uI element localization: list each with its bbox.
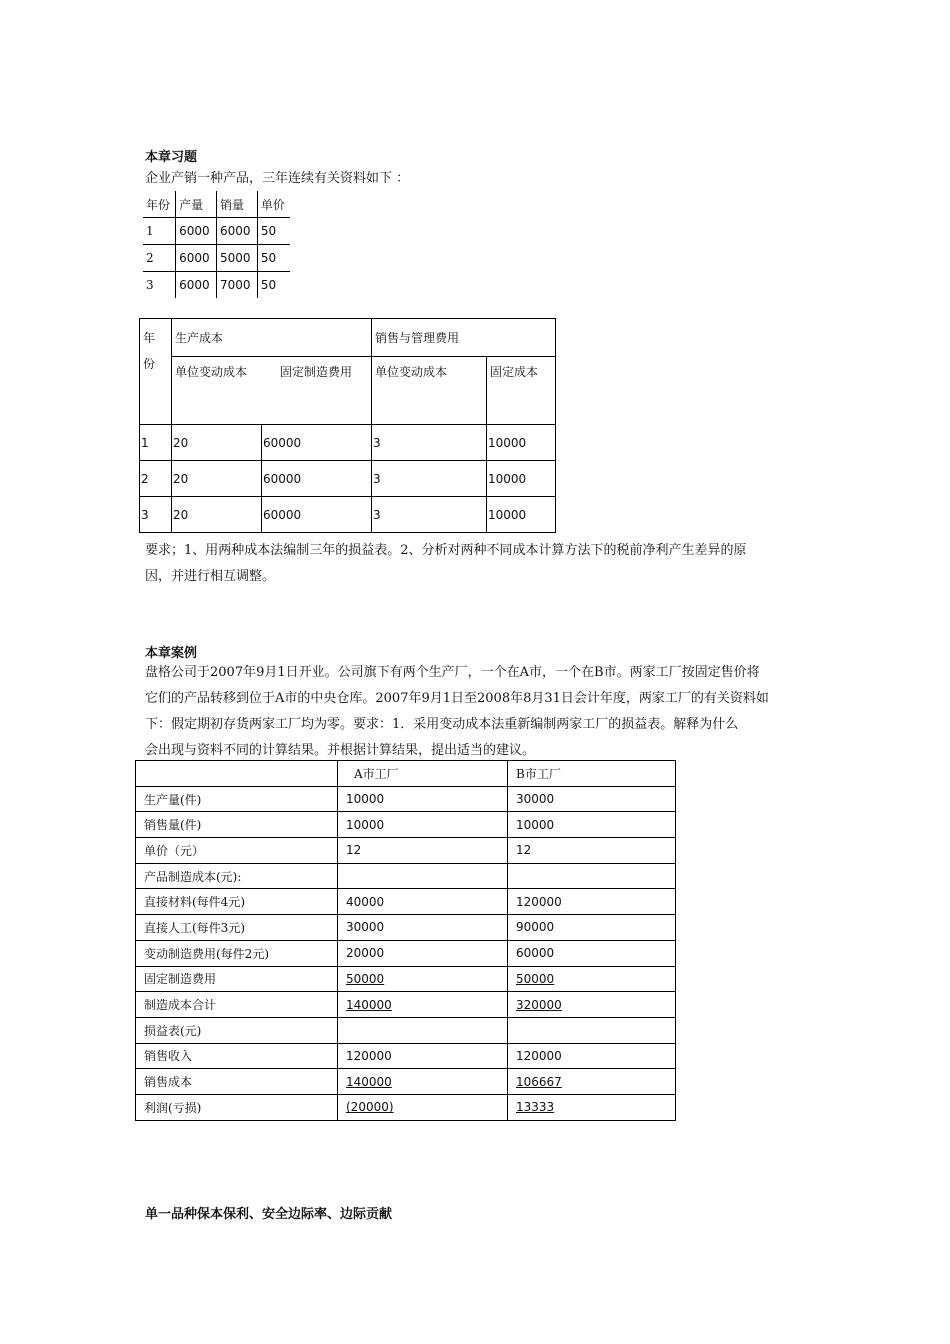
factory-b-value	[508, 940, 676, 966]
table-row	[140, 497, 556, 533]
cost-table-sales-header: 销售与管理费用	[372, 319, 556, 357]
cell-value: 140000	[346, 1074, 392, 1089]
table-cell: 3	[372, 425, 487, 461]
row-label: 直接材料(每件4元)	[136, 889, 338, 915]
table-cell: 3	[146, 278, 154, 292]
section2-title: 本章案例	[145, 646, 198, 661]
factory-b-value	[508, 838, 676, 864]
factory-a-value	[338, 863, 508, 889]
factory-a-value	[338, 915, 508, 941]
column-header: 单价	[257, 191, 290, 218]
table-cell: 2	[143, 245, 176, 272]
row-label: 直接人工(每件3元)	[136, 915, 338, 941]
factory-b-value	[508, 786, 676, 812]
table-row	[136, 838, 676, 864]
cell-value: 50000	[516, 971, 555, 986]
cell-value: 120000	[516, 1048, 562, 1063]
table-cell: 6000	[176, 218, 217, 245]
table-row	[143, 218, 290, 245]
column-header: 销量	[216, 191, 257, 218]
factory-a-value	[338, 786, 508, 812]
factory-a-value	[338, 1094, 508, 1120]
row-label: 制造成本合计	[136, 992, 338, 1018]
table-cell: 3	[372, 497, 487, 533]
column-header: 年份	[143, 191, 176, 218]
table-row	[136, 1069, 676, 1095]
factory-b-header: B市工厂	[508, 761, 676, 787]
table-row	[136, 812, 676, 838]
cell-value: 320000	[516, 997, 562, 1012]
factory-a-value	[338, 889, 508, 915]
table-row	[136, 915, 676, 941]
cell-value: 50000	[346, 971, 385, 986]
cell-value: 10000	[346, 817, 385, 832]
cell-value: 120000	[346, 1048, 392, 1063]
table-cell: 6000	[216, 218, 257, 245]
factory-table	[135, 760, 676, 1121]
section1-intro: 企业产销一种产品，三年连续有关资料如下 ：	[145, 171, 410, 186]
cell-value: 30000	[516, 792, 555, 807]
table-cell: 5000	[216, 245, 257, 272]
cost-table-production-header: 生产成本	[172, 319, 372, 357]
row-label: 销售收入	[136, 1043, 338, 1069]
table-row	[136, 1017, 676, 1043]
table-row	[136, 786, 676, 812]
cell-value: 13333	[516, 1100, 555, 1115]
factory-b-value	[508, 1069, 676, 1095]
table-cell: 6000	[176, 272, 217, 299]
cell-value: 90000	[516, 920, 555, 935]
factory-table-corner	[136, 761, 338, 787]
output-sales-header-row	[143, 191, 290, 218]
table-row	[136, 966, 676, 992]
cell-value: 12	[516, 843, 532, 858]
table-row	[136, 940, 676, 966]
output-sales-table	[143, 191, 290, 298]
cell-value: 120000	[516, 894, 562, 909]
section1-requirement: 要求；1、用两种成本法编制三年的损益表。2、分析对两种不同成本计算方法下的税前净利产生差异的原 因，并进行相互调整。	[145, 543, 747, 584]
table-row	[136, 992, 676, 1018]
cell-value: 106667	[516, 1074, 562, 1089]
prod-fixed-cost-header: 固定制造费用	[280, 365, 353, 379]
table-row	[143, 245, 290, 272]
table-cell: 10000	[487, 497, 556, 533]
table-row	[136, 863, 676, 889]
factory-a-value	[338, 1069, 508, 1095]
table-cell: 10000	[487, 461, 556, 497]
factory-b-value	[508, 863, 676, 889]
cell-value: 12	[346, 843, 362, 858]
table-cell: 50	[257, 272, 290, 299]
factory-a-value	[338, 1017, 508, 1043]
row-label: 变动制造费用(每件2元)	[136, 940, 338, 966]
factory-a-value	[338, 1043, 508, 1069]
row-label: 产品制造成本(元):	[136, 863, 338, 889]
factory-a-value	[338, 966, 508, 992]
table-row	[136, 889, 676, 915]
row-label: 利润(亏损)	[136, 1094, 338, 1120]
factory-a-value	[338, 940, 508, 966]
section1-title: 本章习题	[145, 150, 198, 165]
cell-value: 20000	[346, 946, 385, 961]
table-row	[140, 461, 556, 497]
row-label: 生产量(件)	[136, 786, 338, 812]
table-row	[136, 1043, 676, 1069]
cell-value: (20000)	[346, 1100, 394, 1115]
table-cell: 60000	[262, 425, 372, 461]
factory-b-value	[508, 1043, 676, 1069]
factory-b-value	[508, 812, 676, 838]
table-row	[140, 425, 556, 461]
row-label: 损益表(元)	[136, 1017, 338, 1043]
factory-b-value	[508, 1094, 676, 1120]
table-cell: 50	[257, 218, 290, 245]
row-label: 固定制造费用	[136, 966, 338, 992]
table-cell: 3	[372, 461, 487, 497]
table-cell: 20	[172, 425, 262, 461]
row-label: 销售成本	[136, 1069, 338, 1095]
section2-paragraph: 盘格公司于2007年9月1日开业。公司旗下有两个生产厂，一个在A市，一个在B市。两家工厂按固定售价将 它们的产品转移到位于A市的中央仓库。2007年9月1日至2008年8月31日会计年度，两家工厂的有关资料如 下：假定期初存货两家工厂均为零。要求：1．采用变动成本法重新编制两家工厂的损益表。解释为什么 会出现与资料不同的计算结果。并根据计算结果，提出适当的建议。	[145, 665, 769, 758]
cell-value: 60000	[516, 946, 555, 961]
cell-value: 10000	[516, 817, 555, 832]
table-cell: 20	[172, 497, 262, 533]
prod-var-cost-header: 单位变动成本	[175, 365, 248, 379]
factory-b-value	[508, 966, 676, 992]
table-cell: 2	[140, 461, 172, 497]
table-cell: 10000	[487, 425, 556, 461]
cell-value: 30000	[346, 920, 385, 935]
factory-a-header: A市工厂	[338, 761, 508, 787]
factory-a-value	[338, 838, 508, 864]
table-cell: 6000	[176, 245, 217, 272]
row-label: 单价（元）	[136, 838, 338, 864]
table-cell: 7000	[216, 272, 257, 299]
column-header: 产量	[176, 191, 217, 218]
table-cell: 50	[257, 245, 290, 272]
factory-b-value	[508, 1017, 676, 1043]
factory-a-value	[338, 812, 508, 838]
table-cell: 60000	[262, 461, 372, 497]
table-row	[136, 1094, 676, 1120]
cell-value: 10000	[346, 792, 385, 807]
factory-b-value	[508, 992, 676, 1018]
cell-value: 140000	[346, 997, 392, 1012]
cost-table-year-header: 年 份	[140, 319, 172, 425]
table-cell: 1	[140, 425, 172, 461]
factory-b-value	[508, 889, 676, 915]
sales-var-cost-header: 单位变动成本	[372, 357, 487, 425]
cell-value: 40000	[346, 894, 385, 909]
cost-table-production-subheaders	[172, 357, 372, 425]
sales-fixed-cost-header: 固定成本	[487, 357, 556, 425]
row-label: 销售量(件)	[136, 812, 338, 838]
table-cell: 60000	[262, 497, 372, 533]
factory-b-value	[508, 915, 676, 941]
section3-title: 单一品种保本保利、安全边际率、边际贡献	[145, 1207, 393, 1222]
table-cell: 1	[143, 218, 176, 245]
table-cell: 20	[172, 461, 262, 497]
factory-a-value	[338, 992, 508, 1018]
table-row	[143, 272, 290, 299]
table-cell: 3	[140, 497, 172, 533]
cost-table	[139, 318, 556, 533]
